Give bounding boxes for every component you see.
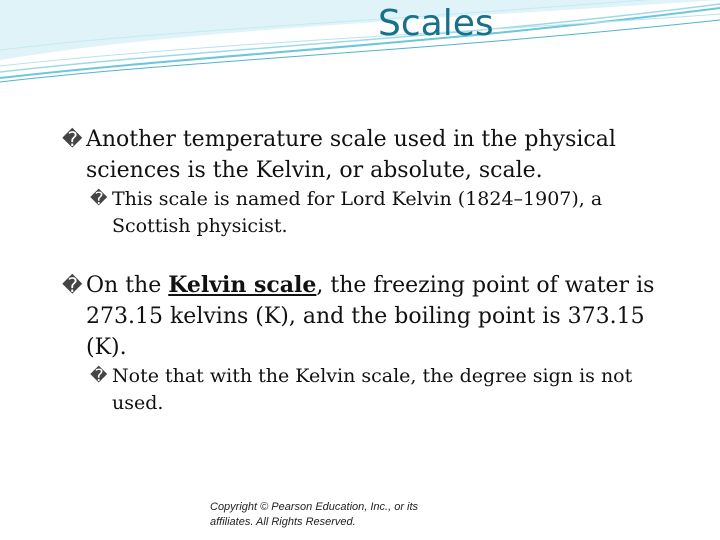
bullet-marker: �: [62, 127, 83, 151]
bullet-1: [62, 124, 672, 186]
bullet-2-text-after: , the freezing point of water is 273.15 kelvins (K), and the boiling point is 373.15 (K).: [86, 273, 655, 360]
sub-bullet-1: [90, 186, 672, 240]
kelvin-scale-term: Kelvin scale: [168, 272, 317, 298]
sub-bullet-1-text: This scale is named for Lord Kelvin (1824–1907), a Scottish physicist.: [112, 188, 603, 237]
bullet-2: [62, 270, 672, 363]
sub-bullet-2: [90, 363, 672, 417]
header-swoosh-decoration: [0, 0, 720, 90]
bullet-marker: �: [62, 273, 83, 297]
bullet-2-text-before: On the: [86, 273, 169, 298]
sub-bullet-2-text: Note that with the Kelvin scale, the degree sign is not used.: [112, 365, 633, 414]
slide-title: Scales: [378, 3, 494, 44]
copyright-notice: Copyright © Pearson Education, Inc., or its affiliates. All Rights Reserved.: [210, 501, 419, 528]
sub-bullet-marker: �: [90, 189, 108, 209]
sub-bullet-marker: �: [90, 366, 108, 386]
bullet-1-text: Another temperature scale used in the physical sciences is the Kelvin, or absolute, scale.: [86, 127, 616, 183]
slide-content: [62, 124, 672, 417]
